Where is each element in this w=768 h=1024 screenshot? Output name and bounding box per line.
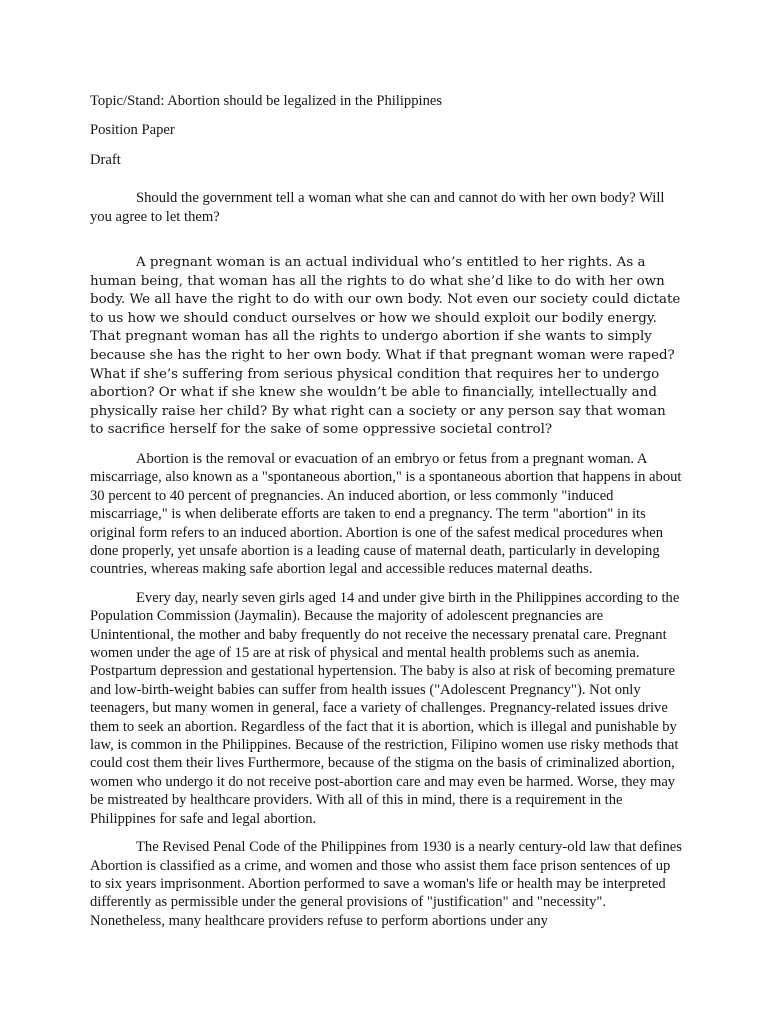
paragraph-intro-question: Should the government tell a woman what she can and cannot do with her own body? Will you agree to let them? xyxy=(90,190,665,225)
topic-stand-line: Topic/Stand: Abortion should be legalized in the Philippines xyxy=(90,93,443,109)
paragraph-rights: A pregnant woman is an actual individual who’s entitled to her rights. As a human being, that woman has all the rights to do what she’d like to do with her own body. We all have the right to do with our own body. Not even our society could dictate to us how we should conduct ourselves or how we should exploit our bodily energy. That pregnant woman has all the rights to undergo abortion if she wants to simply because she has the right to her own body. What if that pregnant woman were raped? What if she’s suffering from serious physical condition that requires her to undergo abortion? Or what if she knew she wouldn’t be able to financially, intellectually and physically raise her child? By what right can a society or any person say that woman to sacrifice herself for the sake of some oppressive societal control? xyxy=(90,255,681,438)
paragraph-statistics: Every day, nearly seven girls aged 14 and under give birth in the Philippines according to the Population Commission (Jaymalin). Because the majority of adolescent pregnancies are Unintentional, the mother and baby frequently do not receive the necessary prenatal care. Pregnant women under the age of 15 are at risk of physical and mental health problems such as anemia. Postpartum depression and gestational hypertension. The baby is also at risk of becoming premature and low-birth-weight babies can suffer from health issues ("Adolescent Pregnancy"). Not only teenagers, but many women in general, face a variety of challenges. Pregnancy-related issues drive them to seek an abortion. Regardless of the fact that it is abortion, which is illegal and punishable by law, is common in the Philippines. Because of the restriction, Filipino women use risky methods that could cost them their lives Furthermore, because of the stigma on the basis of criminalized abortion, women who undergo it do not receive post-abortion care and may even be harmed. Worse, they may be mistreated by healthcare providers. With all of this in mind, there is a requirement in the Philippines for safe and legal abortion. xyxy=(90,589,680,827)
paragraph-penal-code: The Revised Penal Code of the Philippines from 1930 is a nearly century-old law that defines Abortion is classified as a crime, and women and those who assist them face prison sentences of up to six years imprisonment. Abortion performed to save a woman's life or health may be interpreted differently as permissible under the general provisions of "justification" and "necessity". Nonetheless, many healthcare providers refuse to perform abortions under any xyxy=(90,839,682,929)
draft-status-line: Draft xyxy=(90,151,121,168)
paper-type-line: Position Paper xyxy=(90,122,175,139)
paragraph-definition: Abortion is the removal or evacuation of an embryo or fetus from a pregnant woman. A miscarriage, also known as a "spontaneous abortion," is a spontaneous abortion that happens in about 30 percent to 40 percent of pregnancies. An induced abortion, or less commonly "induced miscarriage," is when deliberate efforts are taken to end a pregnancy. The term "abortion" in its original form refers to an induced abortion. Abortion is one of the safest medical procedures when done properly, yet unsafe abortion is a leading cause of maternal death, particularly in developing countries, whereas making safe abortion legal and accessible reduces maternal deaths. xyxy=(90,450,682,578)
document-page xyxy=(90,92,682,940)
